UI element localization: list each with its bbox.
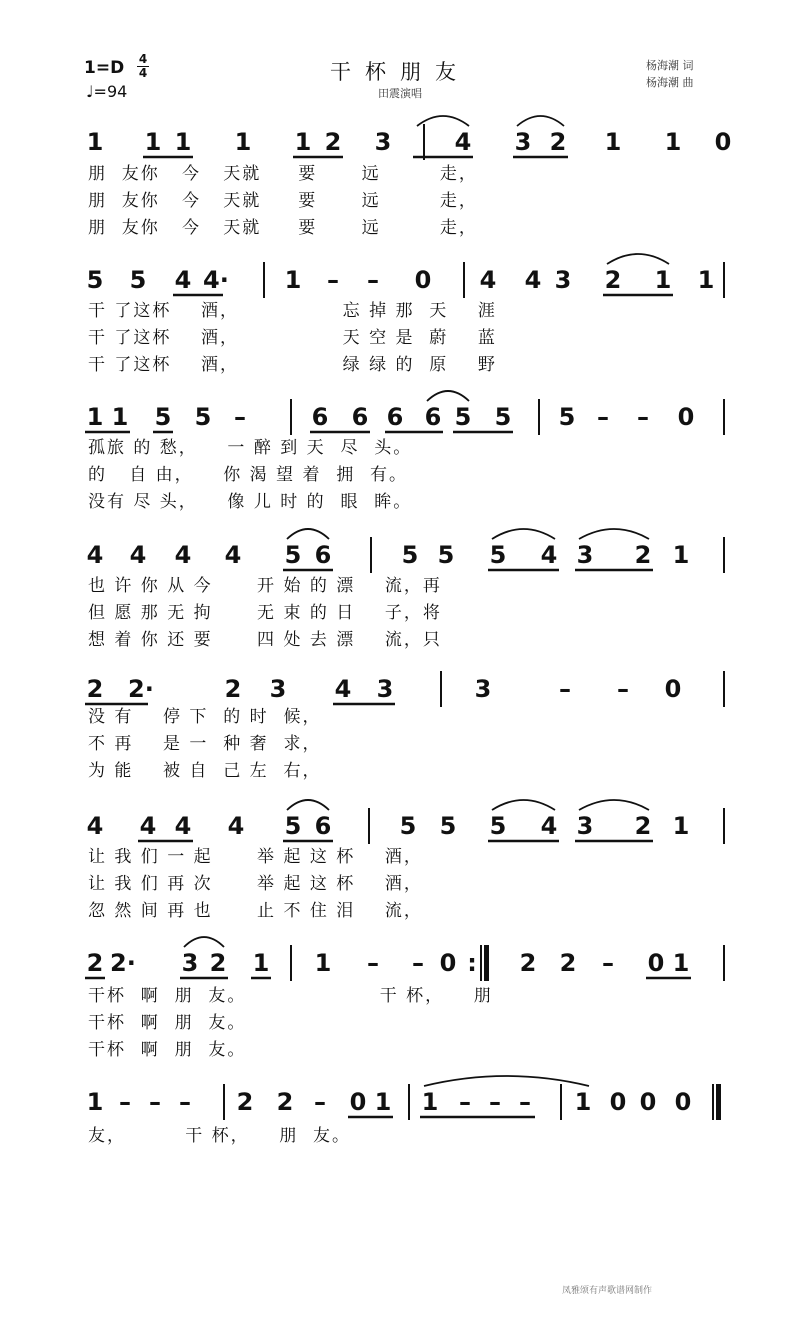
tie-slur (424, 1076, 589, 1086)
note: 5 (284, 541, 302, 569)
lyric-line: 干杯 啊 朋 友。 (88, 1040, 247, 1060)
note: 3 (181, 949, 199, 977)
lyric-line: 让 我 们 一 起 举 起 这 杯 酒， (88, 847, 423, 867)
note: 0 (664, 675, 682, 703)
song-title: 干杯朋友 (330, 60, 470, 84)
note: 5 (401, 541, 419, 569)
note: 4· (203, 266, 229, 294)
note: 1 (672, 541, 690, 569)
note: 1 (144, 128, 162, 156)
tie-slur (184, 937, 224, 947)
note: 2 (634, 812, 652, 840)
note: 2 (634, 541, 652, 569)
note: 2 (559, 949, 577, 977)
dash-sustain: – (234, 403, 246, 431)
note: 3 (576, 812, 594, 840)
note: 2 (209, 949, 227, 977)
footer-credit: 凤雅颂有声歌谱网制作 (562, 1286, 653, 1296)
dash-sustain: – (119, 1088, 131, 1116)
tie-slur (287, 800, 329, 810)
note: 1 (654, 266, 672, 294)
dash-sustain: – (367, 949, 379, 977)
tie-slur (579, 800, 649, 810)
note: 2 (519, 949, 537, 977)
note: 1 (672, 812, 690, 840)
note: 5 (454, 403, 472, 431)
lyric-line: 但 愿 那 无 拘 无 束 的 日 子，将 (88, 603, 442, 623)
singer-credit: 田震演唱 (378, 87, 422, 100)
lyric-line: 想 着 你 还 要 四 处 去 漂 流，只 (88, 630, 442, 650)
note: 5 (437, 541, 455, 569)
note: 4 (454, 128, 472, 156)
note: 1 (672, 949, 690, 977)
note: 2 (86, 949, 104, 977)
note: 5 (489, 812, 507, 840)
note: 3 (376, 675, 394, 703)
note: 0 (349, 1088, 367, 1116)
tie-slur (579, 529, 649, 539)
tie-slur (417, 116, 469, 126)
lyric-line: 朋 友你 今 天就 要 远 走， (88, 164, 478, 184)
note: 4 (139, 812, 157, 840)
note: 6 (314, 541, 332, 569)
note: 5 (129, 266, 147, 294)
note: 1 (111, 403, 129, 431)
note: 2· (110, 949, 136, 977)
note: 6 (311, 403, 329, 431)
time-signature-bottom: 4 (138, 66, 148, 80)
lyric-line: 没 有 停 下 的 时 候， (88, 707, 322, 727)
lyric-line: 忽 然 间 再 也 止 不 住 泪 流， (88, 901, 423, 921)
dash-sustain: – (489, 1088, 501, 1116)
note: 5 (558, 403, 576, 431)
note: 5 (489, 541, 507, 569)
note: 4 (334, 675, 352, 703)
note: 1 (252, 949, 270, 977)
composer-credit: 杨海潮 曲 (646, 76, 694, 89)
lyric-line: 干 了这杯 酒， 忘 掉 那 天 涯 (88, 301, 497, 321)
lyric-line: 没有 尽 头， 像 儿 时 的 眼 眸。 (88, 492, 413, 512)
note: 1 (664, 128, 682, 156)
note: 4 (227, 812, 245, 840)
note: 4 (174, 812, 192, 840)
lyric-line: 朋 友你 今 天就 要 远 走， (88, 218, 478, 238)
note: 0 (609, 1088, 627, 1116)
note: 4 (129, 541, 147, 569)
note: 1 (86, 403, 104, 431)
dash-sustain: – (149, 1088, 161, 1116)
note: 1 (86, 1088, 104, 1116)
note: 1 (294, 128, 312, 156)
note: 4 (540, 541, 558, 569)
dash-sustain: – (314, 1088, 326, 1116)
note: 1 (284, 266, 302, 294)
note: 3 (374, 128, 392, 156)
repeat-colon: : (467, 949, 477, 977)
key-signature: 1=D (84, 58, 125, 78)
tie-slur (492, 800, 555, 810)
note: 6 (424, 403, 442, 431)
tie-slur (517, 116, 564, 126)
lyric-line: 友， 干 杯， 朋 友。 (88, 1126, 352, 1146)
note: 4 (540, 812, 558, 840)
dash-sustain: – (459, 1088, 471, 1116)
note: 1 (234, 128, 252, 156)
note: 5 (284, 812, 302, 840)
dash-sustain: – (559, 675, 571, 703)
note: 6 (314, 812, 332, 840)
note: 4 (86, 812, 104, 840)
dash-sustain: – (602, 949, 614, 977)
note: 1 (697, 266, 715, 294)
note: 2 (276, 1088, 294, 1116)
dash-sustain: – (519, 1088, 531, 1116)
lyric-line: 干 了这杯 酒， 天 空 是 蔚 蓝 (88, 328, 497, 348)
note: 2 (549, 128, 567, 156)
note: 5 (399, 812, 417, 840)
note: 1 (86, 128, 104, 156)
note: 0 (439, 949, 457, 977)
note: 1 (421, 1088, 439, 1116)
dash-sustain: – (327, 266, 339, 294)
note: 4 (224, 541, 242, 569)
dash-sustain: – (412, 949, 424, 977)
dash-sustain: – (597, 403, 609, 431)
note: 6 (351, 403, 369, 431)
tie-slur (492, 529, 555, 539)
note: 0 (674, 1088, 692, 1116)
note: 2 (604, 266, 622, 294)
note: 5 (86, 266, 104, 294)
dash-sustain: – (179, 1088, 191, 1116)
dash-sustain: – (617, 675, 629, 703)
time-signature-top: 4 (138, 52, 148, 66)
note: 1 (174, 128, 192, 156)
lyric-line: 孤旅 的 愁， 一 醉 到 天 尽 头。 (88, 438, 413, 458)
note: 6 (386, 403, 404, 431)
tie-slur (607, 254, 669, 264)
tie-slur (427, 391, 469, 401)
note: 2 (86, 675, 104, 703)
note: 0 (647, 949, 665, 977)
note: 5 (494, 403, 512, 431)
dash-sustain: – (367, 266, 379, 294)
lyric-line: 干杯 啊 朋 友。 干 杯， 朋 (88, 986, 493, 1006)
note: 2 (324, 128, 342, 156)
note: 2 (236, 1088, 254, 1116)
lyric-line: 为 能 被 自 己 左 右， (88, 761, 322, 781)
note: 3 (576, 541, 594, 569)
note: 1 (314, 949, 332, 977)
lyric-line: 让 我 们 再 次 举 起 这 杯 酒， (88, 874, 423, 894)
note: 4 (86, 541, 104, 569)
note: 3 (554, 266, 572, 294)
lyric-line: 不 再 是 一 种 奢 求， (88, 734, 322, 754)
note: 1 (574, 1088, 592, 1116)
note: 4 (174, 541, 192, 569)
note: 5 (194, 403, 212, 431)
lyric-line: 朋 友你 今 天就 要 远 走， (88, 191, 478, 211)
note: 4 (479, 266, 497, 294)
note: 0 (639, 1088, 657, 1116)
note: 2 (224, 675, 242, 703)
note: 0 (714, 128, 732, 156)
note: 3 (474, 675, 492, 703)
note: 5 (154, 403, 172, 431)
lyric-line: 干 了这杯 酒， 绿 绿 的 原 野 (88, 355, 497, 375)
note: 0 (677, 403, 695, 431)
tie-slur (287, 529, 329, 539)
note: 2· (128, 675, 154, 703)
note: 3 (514, 128, 532, 156)
lyricist-credit: 杨海潮 词 (646, 59, 694, 72)
note: 5 (439, 812, 457, 840)
lyric-line: 干杯 啊 朋 友。 (88, 1013, 247, 1033)
note: 3 (269, 675, 287, 703)
dash-sustain: – (637, 403, 649, 431)
lyric-line: 的 自 由， 你 渴 望 着 拥 有。 (88, 465, 409, 485)
note: 1 (374, 1088, 392, 1116)
note: 4 (174, 266, 192, 294)
lyric-line: 也 许 你 从 今 开 始 的 漂 流，再 (88, 576, 442, 596)
note: 4 (524, 266, 542, 294)
note: 0 (414, 266, 432, 294)
tempo-marking: ♩=94 (86, 82, 128, 101)
note: 1 (604, 128, 622, 156)
